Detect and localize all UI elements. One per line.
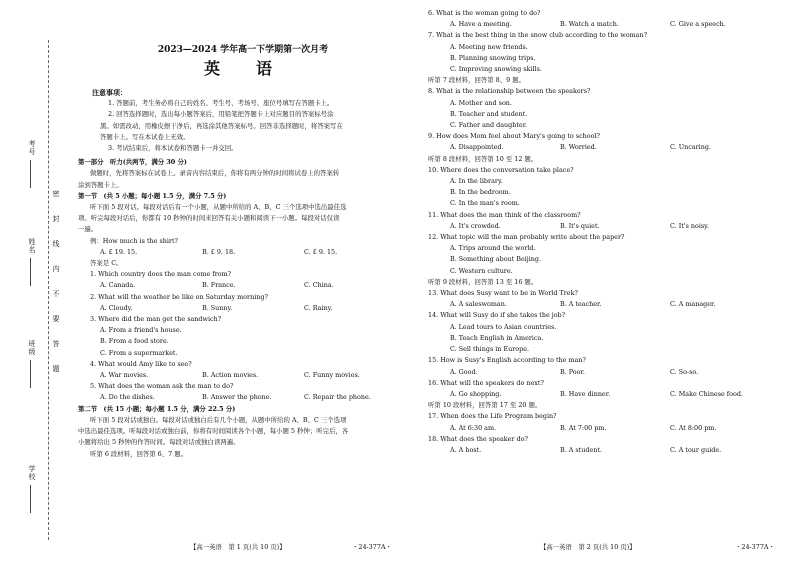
notice-line: 3. 考试结束后，将本试卷和答题卡一并交回。 — [108, 144, 238, 153]
option: A. From a friend's house. — [100, 326, 182, 335]
option: B. From a food store. — [100, 337, 169, 346]
material-note: 听第 6 段材料，回答第 6、7 题。 — [90, 449, 188, 458]
left-page — [78, 8, 408, 460]
part1-desc-line: 做题时，先将答案标在试卷上。录音内容结束后，你将有两分钟的时间将试卷上的答案转 — [90, 169, 340, 178]
option: C. Give a speech. — [670, 20, 726, 29]
material-note: 听第 9 段材料，回答第 13 至 16 题。 — [428, 277, 538, 286]
option: A. Canada. — [100, 281, 136, 290]
page2-code: ・24-377A・ — [735, 543, 775, 551]
option: C. Rainy. — [304, 303, 333, 312]
option: C. Uncaring. — [670, 143, 711, 152]
question-stem: 8. What is the relationship between the speakers? — [428, 87, 591, 96]
option: B. Poor. — [560, 367, 585, 376]
options-row — [78, 370, 408, 381]
section1-desc-line: 项。听完每段对话后，你都有 10 秒钟的时间来回答有关小题和阅读下一小题。每段对话仅读 — [78, 214, 340, 223]
option: C. So-so. — [670, 367, 699, 376]
seal-char: 题 — [52, 365, 60, 373]
options-row — [428, 367, 783, 378]
option: B. £ 9. 18. — [202, 247, 236, 256]
question-stem: 14. What will Susy do if she takes the job? — [428, 311, 566, 320]
option: A. Do the dishes. — [100, 393, 155, 402]
question-stem: 11. What does the man think of the classroom? — [428, 210, 581, 219]
option: B. Planning snowing trips. — [450, 53, 536, 62]
option: C. Father and daughter. — [450, 121, 528, 130]
option: A. In the library. — [450, 177, 503, 186]
question-stem: 9. How does Mom feel about Mary's going to school? — [428, 132, 600, 141]
exam-title: 2023—2024 学年高一下学期第一次月考 — [157, 45, 329, 55]
options-row — [428, 19, 783, 30]
section1-desc-line: 一遍。 — [78, 225, 98, 234]
right-questions — [428, 8, 783, 456]
option: A. Mother and son. — [450, 98, 512, 107]
option: B. At 7:00 pm. — [560, 423, 607, 432]
option: C. In the man's room. — [450, 199, 520, 208]
option: B. Watch a match. — [560, 20, 619, 29]
question-stem: 3. Where did the man get the sandwich? — [90, 315, 222, 324]
option: B. Something about Beijing. — [450, 255, 542, 264]
binding-label-school: 学校 — [28, 465, 36, 481]
option: B. Have dinner. — [560, 389, 611, 398]
page1-code: ・24-377A・ — [352, 543, 392, 551]
material-note: 听第 8 段材料，回答第 10 至 12 题。 — [428, 154, 538, 163]
question-stem: 12. What topic will the man probably write about the paper? — [428, 233, 625, 242]
option: C. Western culture. — [450, 266, 513, 275]
options-row — [78, 303, 408, 314]
option: B. A student. — [560, 445, 602, 454]
binding-label-class: 班级 — [28, 340, 36, 356]
seal-char: 线 — [52, 240, 60, 248]
option: C. Sell things in Europe. — [450, 345, 530, 354]
options-row — [428, 142, 783, 153]
question-stem: 13. What does Susy want to be in World Trek? — [428, 289, 578, 298]
notice-line: 答题卡上。写在本试卷上无效。 — [100, 132, 190, 141]
part1-heading: 第一部分 听力(共两节，满分 30 分) — [78, 158, 187, 167]
seal-char: 不 — [52, 290, 60, 298]
binding-line — [30, 360, 31, 388]
option: A. Good. — [450, 367, 478, 376]
part1-desc-line: 涂到答题卡上。 — [78, 180, 123, 189]
seal-char: 答 — [52, 340, 60, 348]
seal-dashed-line — [48, 40, 49, 540]
notice-block — [78, 98, 408, 154]
option: C. Improving snowing skills. — [450, 65, 542, 74]
option: A. Lead tours to Asian countries. — [450, 322, 557, 331]
option: B. Teacher and student. — [450, 109, 528, 118]
option: A. War movies. — [100, 371, 149, 380]
option: A. Disappointed. — [450, 143, 504, 152]
section1-desc-line: 听下面 5 段对话。每段对话后有一个小题，从题中所给的 A、B、C 三个选项中选出最佳选 — [90, 203, 347, 212]
seal-char: 密 — [52, 190, 60, 198]
notice-line: 1. 答题前，考生务必将自己的姓名、考生号、考场号、座位号填写在答题卡上。 — [108, 99, 334, 108]
option: C. It's noisy. — [670, 221, 709, 230]
option: A. Trips around the world. — [450, 244, 536, 253]
binding-margin — [0, 0, 62, 561]
option: A. Go shopping. — [450, 389, 502, 398]
option: C. From a supermarket. — [100, 348, 178, 357]
seal-char: 要 — [52, 315, 60, 323]
material-note: 听第 7 段材料，回答第 8、9 题。 — [428, 76, 526, 85]
question-stem: 6. What is the woman going to do? — [428, 9, 541, 17]
question-stem: 10. Where does the conversation take place? — [428, 165, 574, 174]
option: C. Funny movies. — [304, 371, 360, 380]
question-stem: 16. What will the speakers do next? — [428, 378, 544, 387]
question-stem: 18. What does the speaker do? — [428, 434, 528, 443]
example-answer: 答案是 C。 — [90, 259, 123, 268]
options-row — [428, 299, 783, 310]
option: A. £ 19. 15. — [100, 247, 138, 256]
option: C. Make Chinese food. — [670, 389, 743, 398]
question-stem: 5. What does the woman ask the man to do? — [90, 382, 234, 391]
section2-heading: 第二节 (共 15 小题；每小题 1.5 分，满分 22.5 分) — [78, 404, 236, 413]
option: B. Worried. — [560, 143, 597, 152]
options-row — [78, 392, 408, 403]
option: C. China. — [304, 281, 334, 290]
option: C. At 8:00 pm. — [670, 423, 717, 432]
seal-char: 内 — [52, 265, 60, 273]
option: A. Cloudy. — [100, 303, 133, 312]
options-row — [78, 280, 408, 291]
option: B. It's quiet. — [560, 221, 600, 230]
option: A. Meeting new friends. — [450, 42, 528, 51]
binding-line — [30, 485, 31, 513]
binding-label-name: 姓名 — [28, 238, 36, 254]
notice-line: 黑。如需改动，用橡皮擦干净后，再选涂其他答案标号。回答非选择题时，将答案写在 — [100, 121, 343, 130]
options-row — [428, 423, 783, 434]
example-question: 例：How much is the shirt? — [90, 236, 178, 245]
question-stem: 2. What will the weather be like on Saturday morning? — [90, 292, 268, 301]
option: A. At 6:30 am. — [450, 423, 497, 432]
option: B. France. — [202, 281, 236, 290]
section2-desc-line: 听下面 5 段对话或独白。每段对话或独白后有几个小题，从题中所给的 A、B、C 三个选项 — [90, 415, 347, 424]
option: A. A host. — [450, 445, 482, 454]
example-options — [78, 247, 408, 258]
question-stem: 17. When does the Life Program begin? — [428, 412, 557, 421]
option: C. A tour guide. — [670, 445, 722, 454]
section1-questions — [78, 269, 408, 403]
option: B. In the bedroom. — [450, 188, 511, 197]
section2-desc-line: 小题将给出 5 秒钟的作答时间。每段对话或独白读两遍。 — [78, 438, 240, 447]
option: B. Answer the phone. — [202, 393, 272, 402]
options-row — [428, 445, 783, 456]
right-page — [428, 8, 783, 456]
binding-line — [30, 258, 31, 286]
page1-footer: 【高一英语 第 1 页(共 10 页)】 — [190, 543, 286, 551]
option: C. Repair the phone. — [304, 393, 371, 402]
option: B. Action movies. — [202, 371, 259, 380]
option: B. Sunny. — [202, 303, 233, 312]
question-stem: 1. Which country does the man come from? — [90, 270, 232, 279]
material-note: 听第 10 段材料，回答第 17 至 20 题。 — [428, 401, 542, 410]
question-stem: 7. What is the best thing in the snow club according to the woman? — [428, 31, 648, 40]
section1-heading: 第一节 (共 5 小题；每小题 1.5 分，满分 7.5 分) — [78, 191, 227, 200]
notice-heading: 注意事项： — [92, 88, 127, 97]
question-stem: 15. How is Susy's English according to the man? — [428, 356, 586, 365]
option: B. A teacher. — [560, 300, 602, 309]
option: A. A saleswoman. — [450, 300, 507, 309]
option: A. It's crowded. — [450, 221, 501, 230]
option: C. A manager. — [670, 300, 716, 309]
options-row — [428, 221, 783, 232]
options-row — [428, 389, 783, 400]
binding-label-exam-number: 考号 — [28, 140, 36, 156]
option: A. Have a meeting. — [450, 20, 512, 29]
section2-desc-line: 中选出最佳选项。听每段对话或独白前，你将有时间阅读各个小题，每小题 5 秒钟；听完后，各 — [78, 427, 349, 436]
page2-footer: 【高一英语 第 2 页(共 10 页)】 — [540, 543, 636, 551]
binding-line — [30, 160, 31, 188]
option: C. £ 9. 15. — [304, 247, 338, 256]
question-stem: 4. What would Amy like to see? — [90, 359, 192, 368]
notice-line: 2. 回答选择题时，选出每小题答案后，用铅笔把答题卡上对应题目的答案标号涂 — [108, 110, 334, 119]
seal-char: 封 — [52, 215, 60, 223]
option: B. Teach English in America. — [450, 333, 544, 342]
subject-title: 英 语 — [203, 59, 282, 78]
